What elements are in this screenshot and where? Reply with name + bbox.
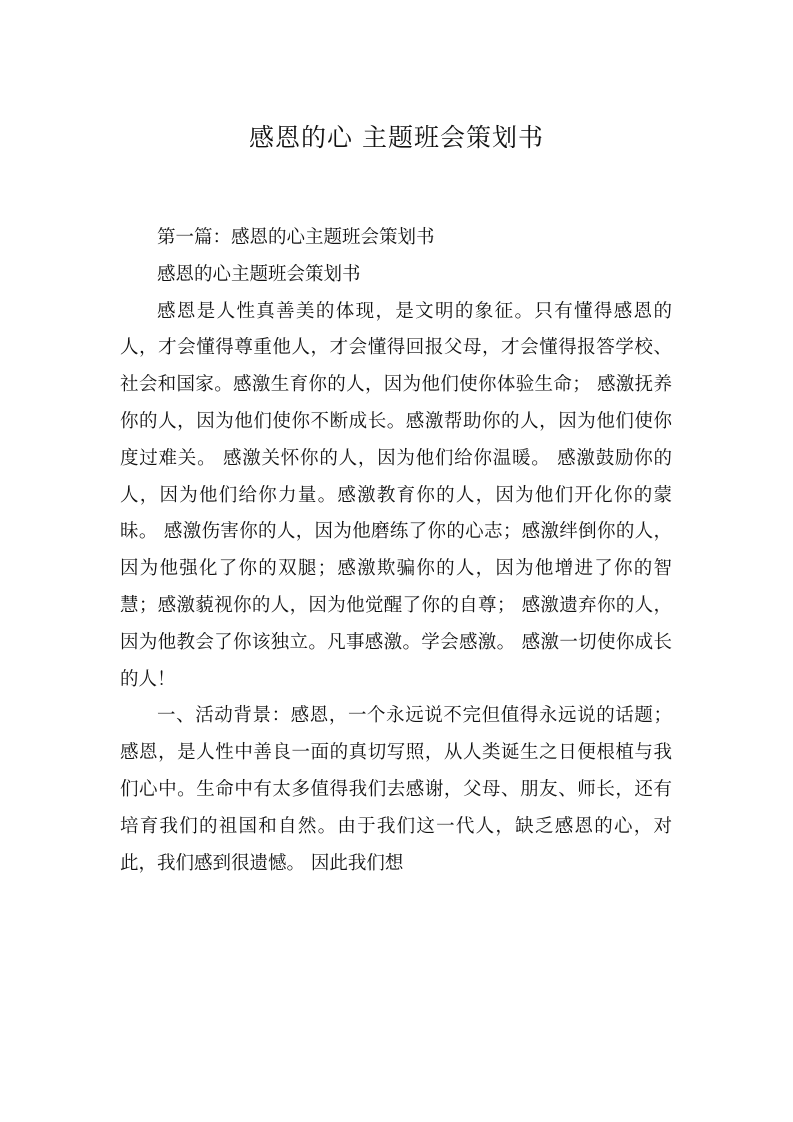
paragraph-introduction: 感恩是人性真善美的体现，是文明的象征。只有懂得感恩的人，才会懂得尊重他人，才会懂得回报父母，才会懂得报答学校、社会和国家。感激生育你的人，因为他们使你体验生命； 感激抚养你的人，因为他们使你不断成长。感激帮助你的人，因为他们使你度过难关。 感激关怀你的人，因为他们给你温暖。 感激鼓励你的人，因为他们给你力量。感激教育你的人，因为他们开化你的蒙昧。 感激伤害你的人，因为他磨练了你的心志；感激绊倒你的人，因为他强化了你的双腿；感激欺骗你的人，因为他增进了你的智慧；感激藐视你的人，因为他觉醒了你的自尊； 感激遗弃你的人，因为他教会了你该独立。凡事感激。学会感激。 感激一切使你成长的人！ [120, 300, 672, 690]
paragraph-subtitle: 感恩的心主题班会策划书 [157, 263, 361, 285]
document-body [120, 220, 672, 882]
paragraph-section-heading: 第一篇：感恩的心主题班会策划书 [157, 227, 435, 248]
paragraph-activity-background: 一、活动背景：感恩，一个永远说不完但值得永远说的话题；感恩，是人性中善良一面的真切写照，从人类诞生之日便根植与我们心中。生命中有太多值得我们去感谢，父母、朋友、师长，还有培育我们的祖国和自然。由于我们这一代人，缺乏感恩的心，对此，我们感到很遗憾。 因此我们想 [120, 705, 672, 874]
document-title: 感恩的心 主题班会策划书 [249, 123, 544, 152]
